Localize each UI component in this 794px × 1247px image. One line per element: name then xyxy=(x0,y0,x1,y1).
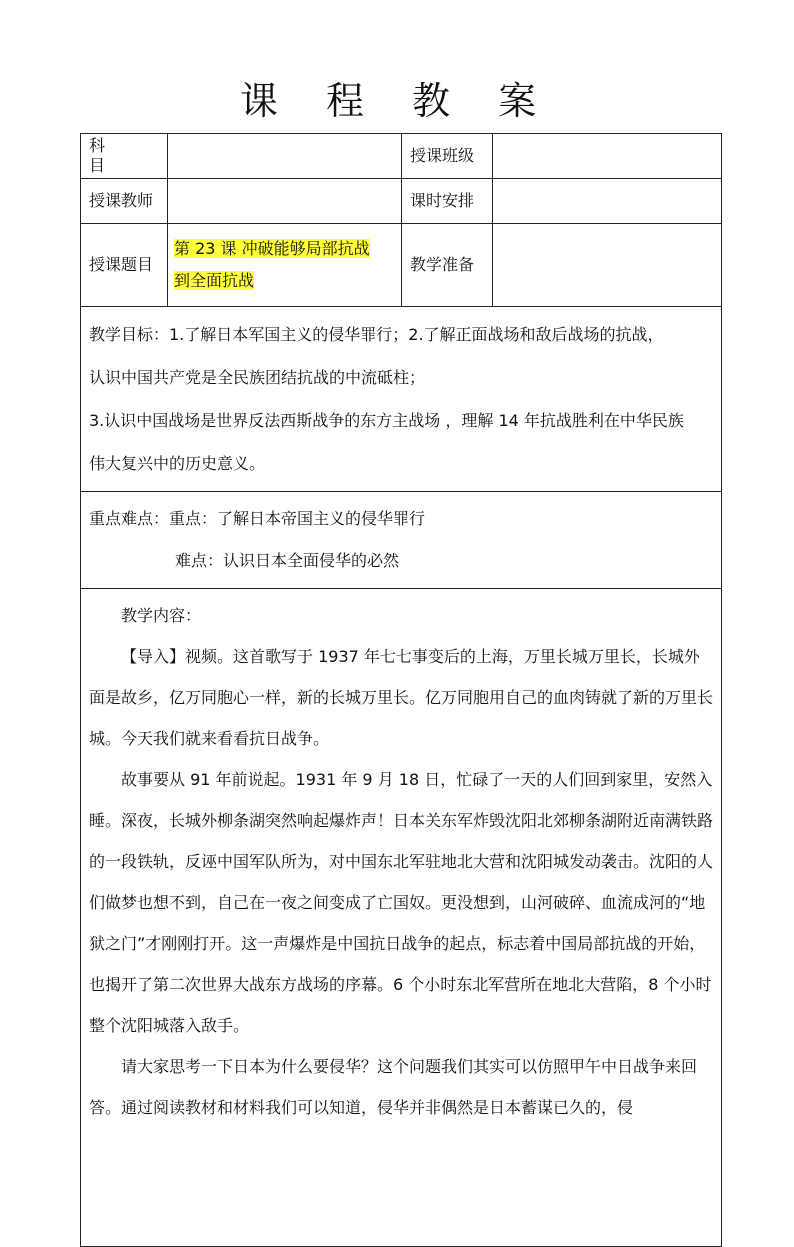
content-paragraph: 请大家思考一下日本为什么要侵华？这个问题我们其实可以仿照甲午中日战争来回答。通过阅读教材和材料我们可以知道，侵华并非偶然是日本蓄谋已久的，侵 xyxy=(89,1057,698,1117)
teacher-value xyxy=(168,179,402,224)
topic-line-2: 到全面抗战 xyxy=(174,271,255,290)
subject-row xyxy=(81,134,722,179)
content-cell xyxy=(81,589,722,1247)
schedule-value xyxy=(493,179,722,224)
topic-row xyxy=(81,224,722,307)
focus-line: 重点难点：重点：了解日本帝国主义的侵华罪行 xyxy=(89,509,426,528)
content-row xyxy=(81,589,722,1247)
key-points-row xyxy=(81,492,722,589)
teacher-row xyxy=(81,179,722,224)
prep-label: 教学准备 xyxy=(402,224,493,307)
objectives-cell xyxy=(81,307,722,492)
page-title: 课 程 教 案 xyxy=(239,79,555,123)
objective-line: 3.认识中国战场是世界反法西斯战争的东方主战场 ，理解 14 年抗战胜利在中华民族 xyxy=(89,411,684,430)
objectives-row xyxy=(81,307,722,492)
topic-line-1: 第 23 课 冲破能够局部抗战 xyxy=(174,239,370,258)
objective-line: 教学目标：1.了解日本军国主义的侵华罪行；2.了解正面战场和敌后战场的抗战， xyxy=(89,325,664,344)
schedule-label: 课时安排 xyxy=(402,179,493,224)
key-points-cell xyxy=(81,492,722,589)
subject-label: 科 目 xyxy=(81,134,168,179)
difficulty-line: 难点：认识日本全面侵华的必然 xyxy=(175,551,400,570)
topic-value xyxy=(168,224,402,307)
objective-line: 认识中国共产党是全民族团结抗战的中流砥柱； xyxy=(89,368,426,387)
class-label: 授课班级 xyxy=(402,134,493,179)
objective-line: 伟大复兴中的历史意义。 xyxy=(89,454,266,473)
prep-value xyxy=(493,224,722,307)
class-value xyxy=(493,134,722,179)
content-paragraph: 故事要从 91 年前说起。1931 年 9 月 18 日，忙碌了一天的人们回到家里，安然入睡。深夜，长城外柳条湖突然响起爆炸声！日本关东军炸毁沈阳北郊柳条湖附近南满铁路的一段铁轨，反诬中国军队所为，对中国东北军驻地北大营和沈阳城发动袭击。沈阳的人们做梦也想不到，自己在一夜之间变成了亡国奴。更没想到，山河破碎、血流成河的“地狱之门”才刚刚打开。这一声爆炸是中国抗日战争的起点，标志着中国局部抗战的开始，也揭开了第二次世界大战东方战场的序幕。6 个小时东北军营所在地北大营陷，8 个小时整个沈阳城落入敌手。 xyxy=(89,770,713,1035)
content-paragraph: 【导入】视频。这首歌写于 1937 年七七事变后的上海，万里长城万里长，长城外面是故乡，亿万同胞心一样，新的长城万里长。亿万同胞用自己的血肉铸就了新的万里长城。今天我们就来看看抗日战争。 xyxy=(89,647,713,748)
topic-label: 授课题目 xyxy=(81,224,168,307)
content-heading: 教学内容： xyxy=(121,606,202,625)
subject-value xyxy=(168,134,402,179)
lesson-plan-table xyxy=(80,133,722,1247)
teacher-label: 授课教师 xyxy=(81,179,168,224)
